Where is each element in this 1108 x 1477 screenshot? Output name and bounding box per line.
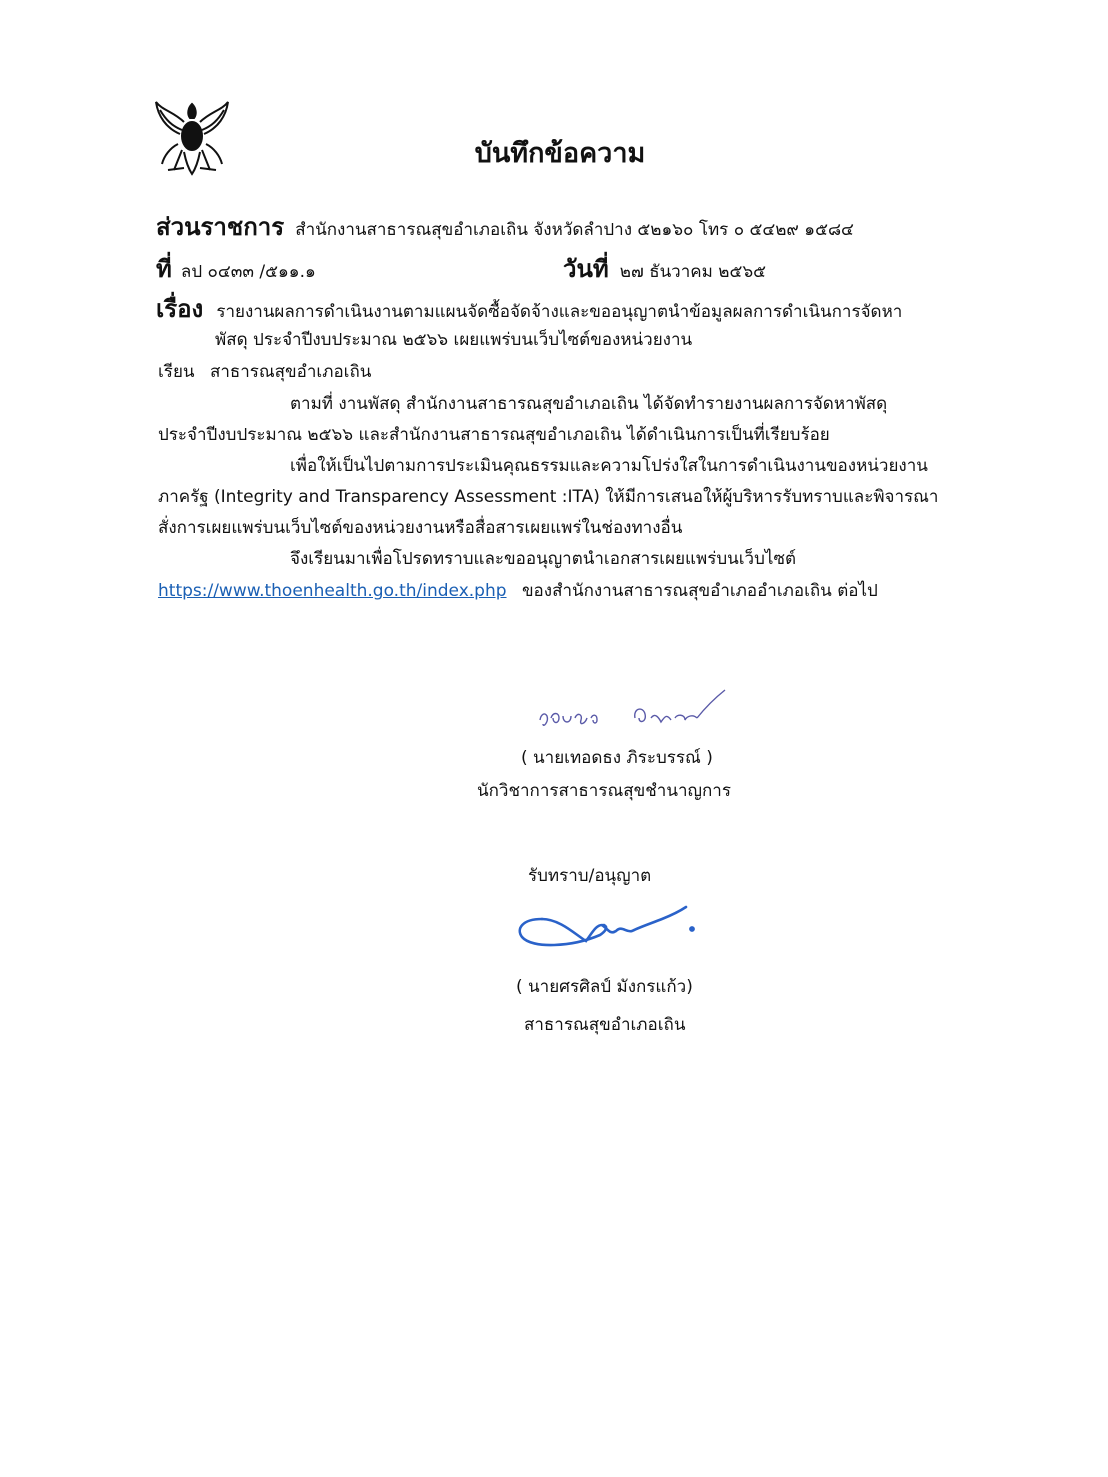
approver-position: สาธารณสุขอำเภอเถิน [524,1015,686,1035]
paragraph-3-rest: ของสำนักงานสาธารณสุขอำเภออำเภอเถิน ต่อไป [521,581,878,601]
reference-label: ที่ [156,255,172,283]
signature-2-icon [512,905,702,955]
reference-row [156,249,316,288]
signer-1-name: ( นายเทอดธง ภิระบรรณ์ ) [521,748,713,768]
website-link[interactable]: https://www.thoenhealth.go.th/index.php [158,581,507,601]
subject-row [156,289,902,328]
approver-name: ( นายศรศิลป์ มังกรแก้ว) [516,977,693,997]
subject-label: เรื่อง [156,295,204,323]
addressee-value: สาธารณสุขอำเภอเถิน [209,362,372,382]
reference-value: ลป ๐๔๓๓ /๕๑๑.๑ [180,262,316,282]
agency-label: ส่วนราชการ [156,213,285,241]
paragraph-1-line-2: ประจำปีงบประมาณ ๒๕๖๖ และสำนักงานสาธารณสุขอำเภอเถิน ได้ดำเนินการเป็นที่เรียบร้อย [158,425,830,445]
agency-row [156,207,854,246]
paragraph-2-line-2: ภาครัฐ (Integrity and Transparency Assessment :ITA) ให้มีการเสนอให้ผู้บริหารรับทราบและพิจารณา [158,487,939,507]
document-title: บันทึกข้อความ [474,138,646,169]
paragraph-3-line-2 [158,576,878,606]
subject-line-1: รายงานผลการดำเนินงานตามแผนจัดซื้อจัดจ้างและขออนุญาตนำข้อมูลผลการดำเนินการจัดหา [216,302,903,322]
paragraph-2-line-1: เพื่อให้เป็นไปตามการประเมินคุณธรรมและความโปร่งใสในการดำเนินงานของหน่วยงาน [290,456,928,476]
date-label: วันที่ [563,255,609,283]
paragraph-3-line-1: จึงเรียนมาเพื่อโปรดทราบและขออนุญาตนำเอกสารเผยแพร่บนเว็บไซต์ [290,549,797,569]
paragraph-1-line-1: ตามที่ งานพัสดุ สำนักงานสาธารณสุขอำเภอเถิน ได้จัดทำรายงานผลการจัดหาพัสดุ [290,394,888,414]
signer-1-position: นักวิชาการสาธารณสุขชำนาญการ [477,781,731,801]
subject-line-2: พัสดุ ประจำปีงบประมาณ ๒๕๖๖ เผยแพร่บนเว็บไซต์ของหน่วยงาน [215,330,693,350]
addressee-row [158,358,371,385]
date-row [563,249,766,288]
agency-value: สำนักงานสาธารณสุขอำเภอเถิน จังหวัดลำปาง ๕๒๑๖๐ โทร ๐ ๕๔๒๙ ๑๕๘๔ [295,220,854,240]
approval-label: รับทราบ/อนุญาต [528,866,652,886]
addressee-label: เรียน [158,362,195,382]
paragraph-2-line-3: สั่งการเผยแพร่บนเว็บไซต์ของหน่วยงานหรือสื่อสารเผยแพร่ในช่องทางอื่น [158,518,683,538]
date-value: ๒๗ ธันวาคม ๒๕๖๕ [619,262,766,282]
signature-1-icon [535,688,735,738]
